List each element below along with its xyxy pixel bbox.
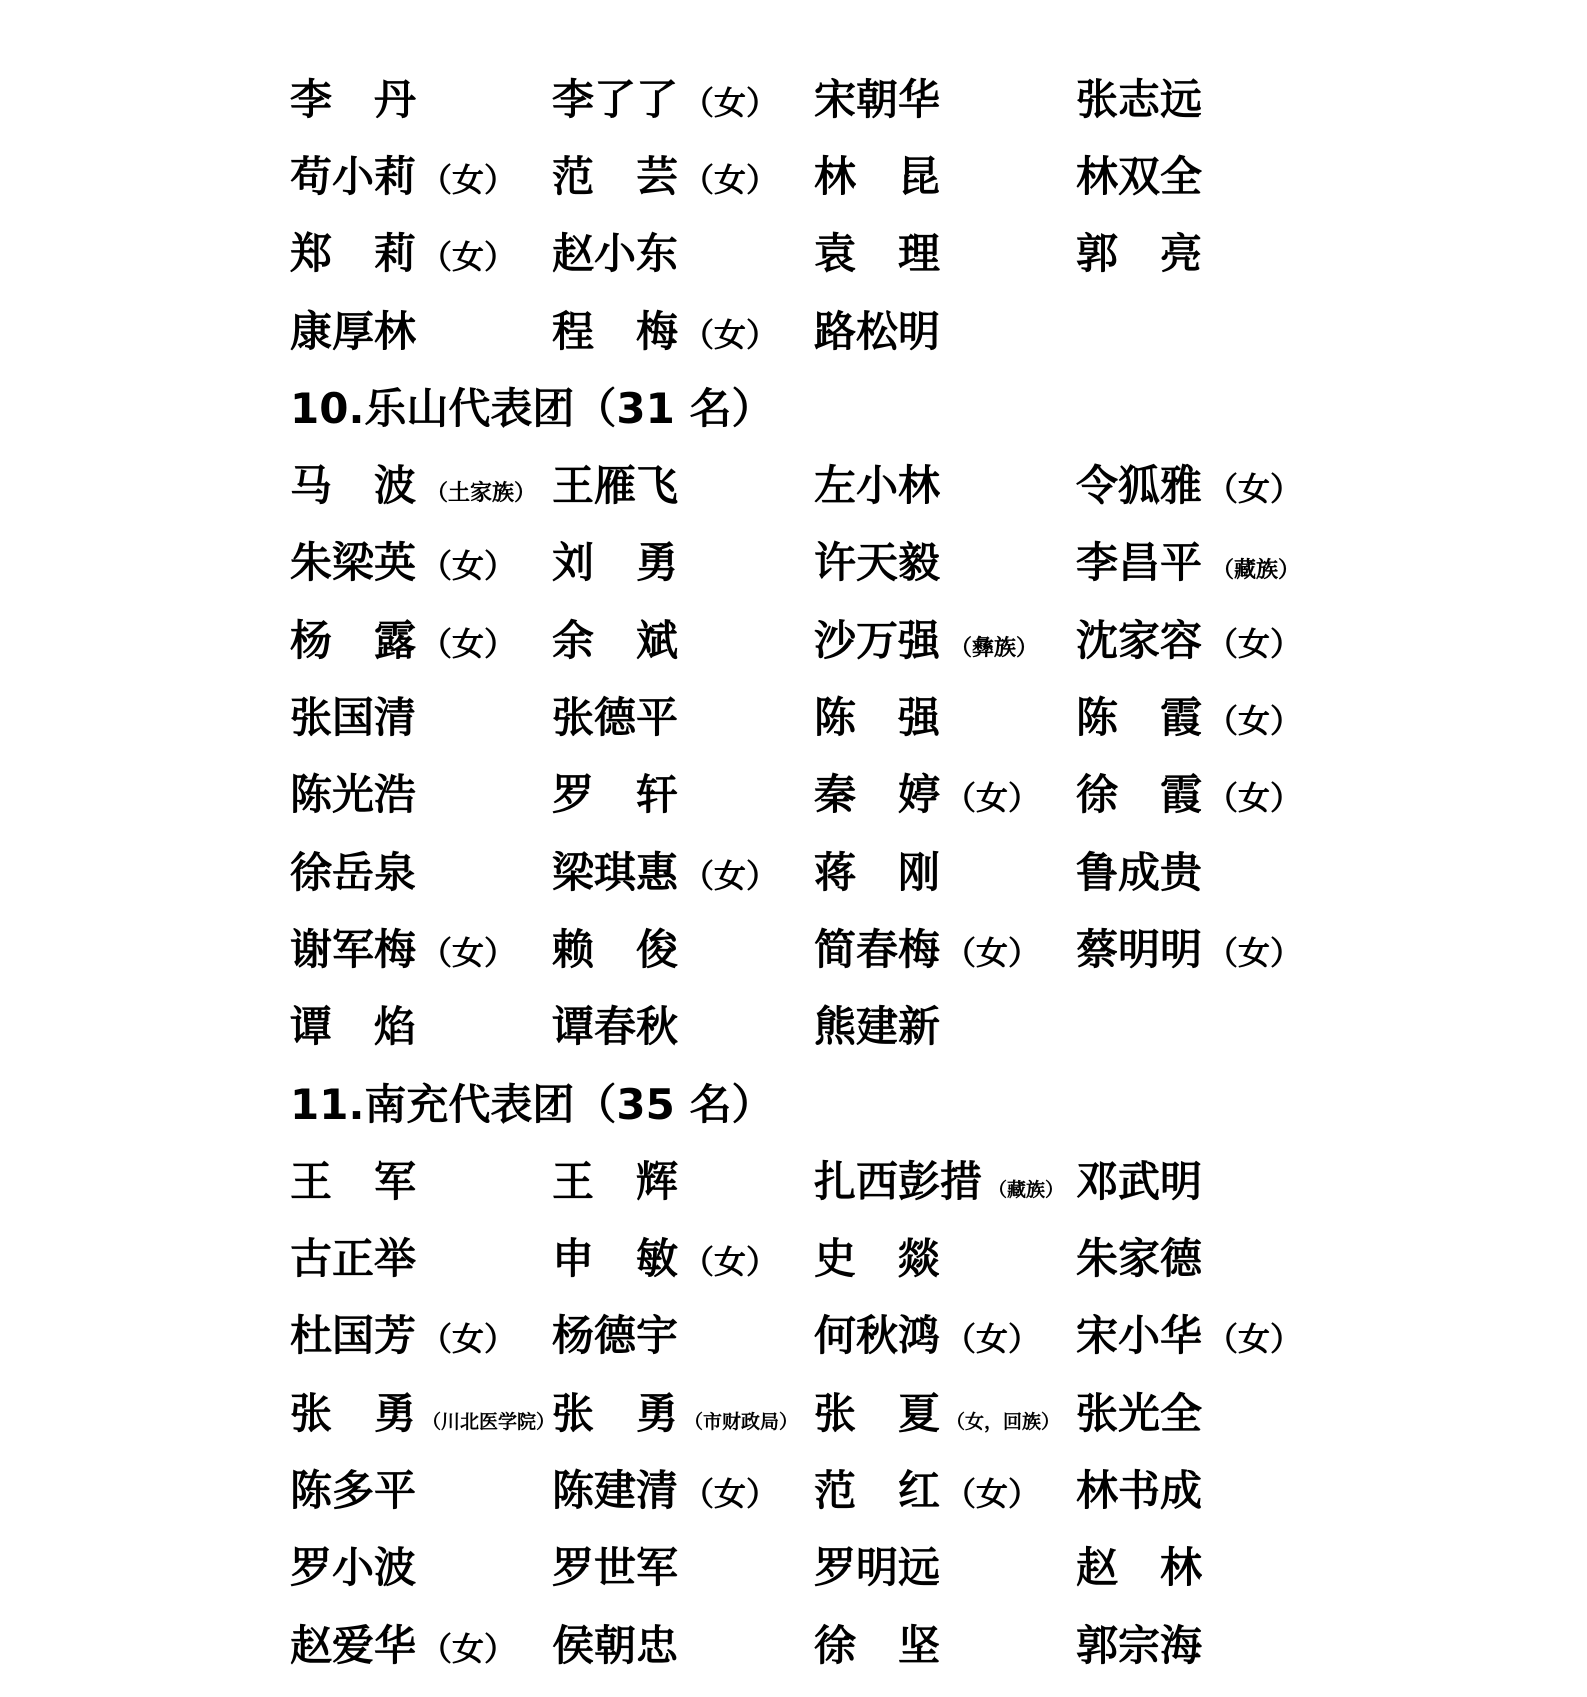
name-entry [552, 762, 814, 822]
name-entry [1076, 608, 1338, 668]
person-note: （市财政局） [684, 1410, 799, 1433]
person-name: 杜国芳 [290, 1311, 417, 1361]
name-entry [814, 994, 1076, 1054]
name-row [290, 1372, 1350, 1449]
person-note: （女） [944, 933, 1041, 972]
person-note: （女） [420, 238, 517, 277]
name-row [290, 754, 1350, 831]
name-entry [1076, 1226, 1338, 1286]
name-row [290, 135, 1350, 212]
person-name: 蒋 刚 [814, 847, 941, 897]
name-entry [290, 762, 552, 822]
name-row [290, 1140, 1350, 1217]
name-entry [552, 608, 814, 668]
person-name: 张志远 [1076, 74, 1203, 124]
person-note: （女） [420, 1320, 517, 1359]
name-row [290, 522, 1350, 599]
name-row [290, 1604, 1350, 1681]
person-note: （女） [1206, 933, 1303, 972]
name-entry [1076, 1535, 1338, 1595]
name-entry [552, 1458, 814, 1518]
name-entry [1076, 1149, 1338, 1209]
name-entry [290, 453, 552, 513]
name-entry [552, 1535, 814, 1595]
person-name: 陈多平 [290, 1465, 417, 1515]
name-entry [814, 1303, 1076, 1363]
name-row [290, 831, 1350, 908]
person-name: 路松明 [814, 306, 941, 356]
person-name: 宋朝华 [814, 74, 941, 124]
person-name: 康厚林 [290, 306, 417, 356]
name-entry [552, 299, 814, 359]
person-name: 范 芸 [552, 151, 679, 201]
name-row [290, 908, 1350, 985]
name-entry [290, 994, 552, 1054]
name-entry [1076, 840, 1338, 900]
person-note: （女） [682, 856, 779, 895]
name-entry [290, 1613, 552, 1673]
name-row [290, 58, 1350, 135]
person-name: 程 梅 [552, 306, 679, 356]
person-name: 熊建新 [814, 1002, 941, 1052]
name-entry [290, 608, 552, 668]
name-entry [1076, 530, 1338, 590]
name-row [290, 599, 1350, 676]
person-note: （藏族） [988, 1178, 1065, 1201]
person-name: 杨德宇 [552, 1311, 679, 1361]
name-entry [814, 762, 1076, 822]
name-entry [290, 1149, 552, 1209]
person-name: 张 勇 [290, 1388, 417, 1438]
person-name: 赖 俊 [552, 924, 679, 974]
person-name: 侯朝忠 [552, 1620, 679, 1670]
name-entry [552, 67, 814, 127]
person-name: 张光全 [1076, 1388, 1203, 1438]
person-name: 林书成 [1076, 1465, 1203, 1515]
person-name: 申 敏 [552, 1234, 679, 1284]
name-entry [1076, 917, 1338, 977]
name-entry [552, 840, 814, 900]
person-name: 简春梅 [814, 924, 941, 974]
person-name: 赵 林 [1076, 1543, 1203, 1593]
person-name: 史 燚 [814, 1234, 941, 1284]
name-entry [814, 1613, 1076, 1673]
person-note: （彝族） [950, 635, 1039, 661]
name-entry [552, 1381, 814, 1441]
name-entry [814, 1226, 1076, 1286]
name-entry [290, 917, 552, 977]
delegation-heading: 11.南充代表团（35 名） [290, 1079, 774, 1129]
name-entry [1076, 144, 1338, 204]
person-note: （女） [420, 1629, 517, 1668]
person-name: 范 红 [814, 1465, 941, 1515]
person-name: 蔡明明 [1076, 924, 1203, 974]
name-entry [290, 144, 552, 204]
person-name: 朱梁英 [290, 538, 417, 588]
person-name: 苟小莉 [290, 151, 417, 201]
person-name: 陈 霞 [1076, 693, 1203, 743]
person-note: （女） [944, 1320, 1041, 1359]
name-entry [814, 608, 1076, 668]
person-name: 谢军梅 [290, 924, 417, 974]
delegation-heading: 10.乐山代表团（31 名） [290, 383, 774, 433]
person-name: 杨 露 [290, 615, 417, 665]
person-note: （女） [420, 933, 517, 972]
name-row [290, 1217, 1350, 1294]
person-name: 徐岳泉 [290, 847, 417, 897]
person-name: 郭宗海 [1076, 1620, 1203, 1670]
person-name: 陈建清 [552, 1465, 679, 1515]
person-name: 张国清 [290, 693, 417, 743]
name-row [290, 1527, 1350, 1604]
name-entry [814, 67, 1076, 127]
name-entry [552, 221, 814, 281]
person-note: （女） [682, 83, 779, 122]
name-row [290, 1449, 1350, 1526]
person-name: 梁琪惠 [552, 847, 679, 897]
name-entry [552, 994, 814, 1054]
name-row [290, 213, 1350, 290]
name-entry [290, 1303, 552, 1363]
name-entry [814, 299, 1076, 359]
person-note: （女） [1206, 1320, 1303, 1359]
person-name: 古正举 [290, 1234, 417, 1284]
person-note: （藏族） [1212, 558, 1301, 584]
name-entry [290, 1535, 552, 1595]
person-name: 林双全 [1076, 151, 1203, 201]
person-note: （女） [420, 547, 517, 586]
name-row [290, 444, 1350, 521]
name-row [290, 986, 1350, 1063]
name-entry [1076, 762, 1338, 822]
name-row [290, 676, 1350, 753]
name-entry [814, 685, 1076, 745]
name-entry [1076, 221, 1338, 281]
person-name: 徐 霞 [1076, 770, 1203, 820]
name-list-page [290, 58, 1350, 1681]
person-name: 许天毅 [814, 538, 941, 588]
person-note: （女） [1206, 779, 1303, 818]
person-name: 袁 理 [814, 229, 941, 279]
person-name: 朱家德 [1076, 1234, 1203, 1284]
person-name: 徐 坚 [814, 1620, 941, 1670]
name-entry [1076, 1303, 1338, 1363]
name-entry [552, 1149, 814, 1209]
person-note: （女） [1206, 470, 1303, 509]
name-entry [552, 1613, 814, 1673]
person-name: 李了了 [552, 74, 679, 124]
name-entry [814, 1149, 1076, 1209]
name-entry [552, 1226, 814, 1286]
name-entry [1076, 1381, 1338, 1441]
person-note: （女） [682, 1243, 779, 1282]
name-entry [1076, 685, 1338, 745]
name-entry [290, 685, 552, 745]
person-name: 罗小波 [290, 1543, 417, 1593]
person-name: 赵小东 [552, 229, 679, 279]
person-name: 张德平 [552, 693, 679, 743]
person-name: 张 勇 [552, 1388, 679, 1438]
person-name: 邓武明 [1076, 1156, 1203, 1206]
person-name: 罗世军 [552, 1543, 679, 1593]
person-name: 林 昆 [814, 151, 941, 201]
name-entry [814, 1535, 1076, 1595]
person-name: 谭 焰 [290, 1002, 417, 1052]
name-entry [814, 1458, 1076, 1518]
person-note: （女） [682, 315, 779, 354]
person-name: 沈家容 [1076, 615, 1203, 665]
person-name: 陈 强 [814, 693, 941, 743]
person-name: 罗明远 [814, 1543, 941, 1593]
name-entry [814, 1381, 1076, 1441]
person-name: 秦 婷 [814, 770, 941, 820]
person-name: 王 军 [290, 1156, 417, 1206]
person-name: 鲁成贵 [1076, 847, 1203, 897]
name-entry [814, 917, 1076, 977]
person-note: （女） [682, 1474, 779, 1513]
name-entry [290, 1381, 556, 1441]
name-entry [1076, 1613, 1338, 1673]
person-name: 李 丹 [290, 74, 417, 124]
name-entry [290, 1226, 552, 1286]
person-name: 扎西彭措 [814, 1156, 983, 1206]
name-entry [814, 530, 1076, 590]
person-name: 何秋鸿 [814, 1311, 941, 1361]
name-entry [552, 530, 814, 590]
person-note: （女） [420, 624, 517, 663]
person-note: （土家族） [426, 481, 537, 507]
name-entry [814, 221, 1076, 281]
name-entry [1076, 1458, 1338, 1518]
person-name: 沙万强 [814, 615, 941, 665]
person-name: 郑 莉 [290, 229, 417, 279]
name-entry [814, 144, 1076, 204]
name-row [290, 290, 1350, 367]
person-name: 马 波 [290, 461, 417, 511]
person-name: 罗 轩 [552, 770, 679, 820]
name-entry [1076, 453, 1338, 513]
name-entry [552, 1303, 814, 1363]
person-note: （女） [944, 1474, 1041, 1513]
name-row [290, 1295, 1350, 1372]
name-entry [290, 221, 552, 281]
name-entry [290, 1458, 552, 1518]
person-name: 王 辉 [552, 1156, 679, 1206]
person-note: （女） [944, 779, 1041, 818]
person-name: 谭春秋 [552, 1002, 679, 1052]
person-note: （女） [1206, 624, 1303, 663]
person-name: 郭 亮 [1076, 229, 1203, 279]
person-name: 宋小华 [1076, 1311, 1203, 1361]
name-entry [552, 917, 814, 977]
person-note: （女） [420, 160, 517, 199]
name-entry [552, 685, 814, 745]
name-entry [290, 299, 552, 359]
name-entry [290, 840, 552, 900]
name-entry [290, 530, 552, 590]
person-note: （女） [682, 160, 779, 199]
person-note: （女，回族） [946, 1410, 1061, 1433]
delegation-heading-row [290, 1063, 1350, 1140]
person-name: 李昌平 [1076, 538, 1203, 588]
person-name: 陈光浩 [290, 770, 417, 820]
person-name: 赵爱华 [290, 1620, 417, 1670]
delegation-heading-row [290, 367, 1350, 444]
name-entry [290, 67, 552, 127]
person-name: 刘 勇 [552, 538, 679, 588]
person-note: （川北医学院） [422, 1410, 556, 1433]
name-entry [552, 144, 814, 204]
person-name: 张 夏 [814, 1388, 941, 1438]
name-entry [814, 840, 1076, 900]
name-entry [1076, 67, 1338, 127]
person-note: （女） [1206, 702, 1303, 741]
person-name: 余 斌 [552, 615, 679, 665]
person-name: 左小林 [814, 461, 941, 511]
name-entry [814, 453, 1076, 513]
person-name: 令狐雅 [1076, 461, 1203, 511]
name-entry [552, 453, 814, 513]
person-name: 王雁飞 [552, 461, 679, 511]
